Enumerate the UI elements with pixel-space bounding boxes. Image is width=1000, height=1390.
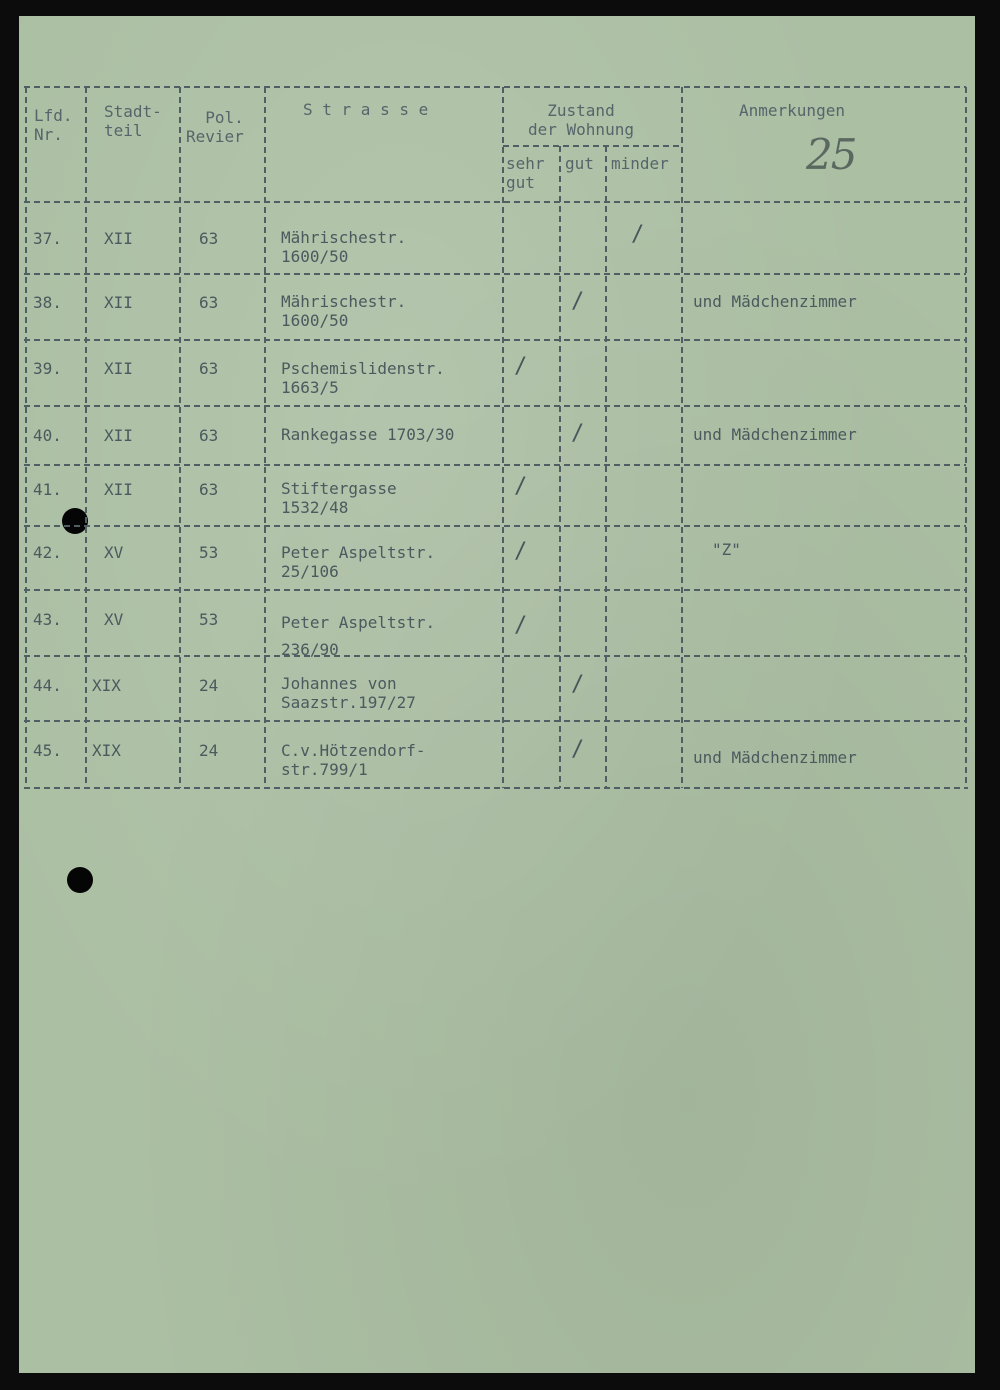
stadtteil-cell: XIX: [92, 676, 121, 695]
condition-mark-sehr-gut: /: [514, 539, 528, 564]
row-number: 42.: [33, 543, 62, 562]
stadtteil-cell: XII: [104, 426, 133, 445]
strasse-cell: C.v.Hötzendorf- str.799/1: [281, 741, 426, 779]
stadtteil-cell: XII: [104, 229, 133, 248]
strasse-cell: Peter Aspeltstr. 25/106: [281, 543, 436, 581]
row-number: 40.: [33, 426, 62, 445]
revier-cell: 63: [199, 229, 219, 248]
stadtteil-cell: XII: [104, 359, 133, 378]
header-gut: gut: [565, 154, 594, 173]
header-anmerkungen: Anmerkungen: [739, 101, 845, 120]
row-number: 45.: [33, 741, 62, 760]
stadtteil-cell: XII: [104, 293, 133, 312]
stadtteil-cell: XIX: [92, 741, 121, 760]
condition-mark-sehr-gut: /: [514, 613, 528, 638]
anmerkung-cell: "Z": [712, 540, 741, 559]
row-number: 38.: [33, 293, 62, 312]
anmerkung-cell: und Mädchenzimmer: [693, 292, 857, 311]
revier-cell: 53: [199, 610, 219, 629]
strasse-cell: Stiftergasse 1532/48: [281, 479, 397, 517]
strasse-cell: Rankegasse 1703/30: [281, 425, 455, 444]
header-pol-revier: Pol. Revier: [186, 108, 244, 146]
row-number: 44.: [33, 676, 62, 695]
anmerkung-cell: und Mädchenzimmer: [693, 748, 857, 767]
condition-mark-minder: /: [631, 222, 645, 247]
header-minder: minder: [611, 154, 669, 173]
stadtteil-cell: XV: [104, 610, 124, 629]
strasse-cell: Peter Aspeltstr. 236/90: [281, 613, 436, 659]
revier-cell: 63: [199, 426, 219, 445]
header-lfd-nr: Lfd. Nr.: [34, 106, 73, 144]
revier-cell: 63: [199, 293, 219, 312]
strasse-cell: Mährischestr. 1600/50: [281, 292, 407, 330]
row-number: 37.: [33, 229, 62, 248]
header-strasse: S t r a s s e: [303, 100, 429, 119]
anmerkung-cell: und Mädchenzimmer: [693, 425, 857, 444]
header-stadtteil: Stadt- teil: [104, 102, 162, 140]
condition-mark-sehr-gut: /: [514, 354, 528, 379]
header-sehr-gut: sehr gut: [506, 154, 545, 192]
condition-mark-sehr-gut: /: [514, 474, 528, 499]
strasse-cell: Pschemislidenstr. 1663/5: [281, 359, 445, 397]
revier-cell: 24: [199, 676, 219, 695]
condition-mark-gut: /: [571, 289, 585, 314]
strasse-cell: Johannes von Saazstr.197/27: [281, 674, 416, 712]
revier-cell: 24: [199, 741, 219, 760]
revier-cell: 63: [199, 359, 219, 378]
row-number: 41.: [33, 480, 62, 499]
condition-mark-gut: /: [571, 421, 585, 446]
condition-mark-gut: /: [571, 737, 585, 762]
revier-cell: 53: [199, 543, 219, 562]
condition-mark-gut: /: [571, 672, 585, 697]
header-zustand: Zustand der Wohnung: [528, 101, 634, 139]
strasse-cell: Mährischestr. 1600/50: [281, 228, 407, 266]
row-number: 39.: [33, 359, 62, 378]
handwritten-page-number: 25: [806, 130, 856, 179]
row-number: 43.: [33, 610, 62, 629]
stadtteil-cell: XV: [104, 543, 124, 562]
stadtteil-cell: XII: [104, 480, 133, 499]
revier-cell: 63: [199, 480, 219, 499]
